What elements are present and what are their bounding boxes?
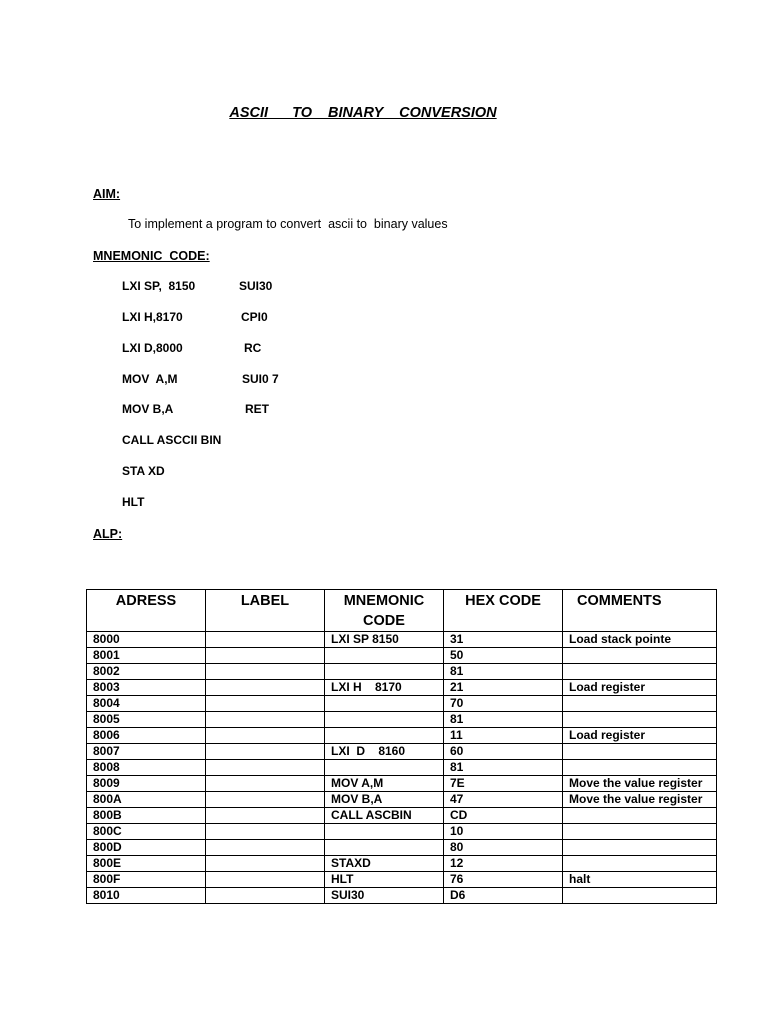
address-cell: 800F	[87, 872, 206, 888]
comment-cell: Load register	[563, 680, 717, 696]
mnemonic-cell: CALL ASCBIN	[325, 808, 444, 824]
comment-cell: halt	[563, 872, 717, 888]
hex-code-cell: 31	[444, 632, 563, 648]
table-row	[87, 808, 717, 824]
mnemonic-line: CALL ASCCII BIN	[122, 433, 222, 447]
mnemonic-cell	[325, 696, 444, 712]
table-row	[87, 872, 717, 888]
hex-code-cell: 60	[444, 744, 563, 760]
address-cell: 8004	[87, 696, 206, 712]
hex-code-cell: 21	[444, 680, 563, 696]
hex-code-cell: D6	[444, 888, 563, 904]
address-cell: 800E	[87, 856, 206, 872]
mnemonic-cell	[325, 712, 444, 728]
mnemonic-cell	[325, 648, 444, 664]
table-body	[87, 632, 717, 904]
comment-cell	[563, 888, 717, 904]
table-row	[87, 824, 717, 840]
address-cell: 800B	[87, 808, 206, 824]
hex-code-cell: 76	[444, 872, 563, 888]
table-row	[87, 696, 717, 712]
alp-table	[86, 589, 717, 904]
label-cell	[206, 776, 325, 792]
mnemonic-cell: MOV A,M	[325, 776, 444, 792]
label-cell	[206, 632, 325, 648]
label-cell	[206, 728, 325, 744]
table-row	[87, 840, 717, 856]
mnemonic-line: SUI30	[239, 279, 273, 293]
label-cell	[206, 872, 325, 888]
mnemonic-line: SUI0 7	[242, 372, 279, 386]
address-cell: 8007	[87, 744, 206, 760]
label-cell	[206, 760, 325, 776]
mnemonic-line: HLT	[122, 495, 145, 509]
mnemonic-cell	[325, 840, 444, 856]
comment-cell	[563, 648, 717, 664]
mnemonic-cell: LXI H 8170	[325, 680, 444, 696]
mnemonic-line: LXI SP, 8150	[122, 279, 196, 293]
mnemonic-cell	[325, 664, 444, 680]
label-cell	[206, 696, 325, 712]
page-title: ASCII TO BINARY CONVERSION	[229, 105, 497, 121]
comment-cell	[563, 696, 717, 712]
hex-code-cell: 80	[444, 840, 563, 856]
mnemonic-cell	[325, 760, 444, 776]
hex-code-cell: 11	[444, 728, 563, 744]
table-row	[87, 856, 717, 872]
aim-text: To implement a program to convert ascii to binary values	[128, 217, 448, 231]
address-cell: 8006	[87, 728, 206, 744]
column-header-comments: COMMENTS	[563, 590, 717, 632]
mnemonic-cell: LXI SP 8150	[325, 632, 444, 648]
address-cell: 800C	[87, 824, 206, 840]
comment-cell	[563, 664, 717, 680]
table-row	[87, 664, 717, 680]
label-cell	[206, 680, 325, 696]
mnemonic-line: STA XD	[122, 464, 165, 478]
table-row	[87, 760, 717, 776]
hex-code-cell: 47	[444, 792, 563, 808]
column-header-label: LABEL	[206, 590, 325, 632]
address-cell: 800A	[87, 792, 206, 808]
label-cell	[206, 648, 325, 664]
hex-code-cell: 70	[444, 696, 563, 712]
aim-heading: AIM:	[93, 187, 121, 201]
label-cell	[206, 824, 325, 840]
hex-code-cell: 50	[444, 648, 563, 664]
mnemonic-cell: MOV B,A	[325, 792, 444, 808]
hex-code-cell: 81	[444, 664, 563, 680]
address-cell: 800D	[87, 840, 206, 856]
label-cell	[206, 856, 325, 872]
label-cell	[206, 888, 325, 904]
label-cell	[206, 808, 325, 824]
table-row	[87, 792, 717, 808]
comment-cell	[563, 824, 717, 840]
table-row	[87, 728, 717, 744]
label-cell	[206, 744, 325, 760]
hex-code-cell: 12	[444, 856, 563, 872]
mnemonic-heading: MNEMONIC CODE:	[93, 249, 210, 263]
table-row	[87, 632, 717, 648]
address-cell: 8000	[87, 632, 206, 648]
comment-cell: Load stack pointe	[563, 632, 717, 648]
address-cell: 8008	[87, 760, 206, 776]
comment-cell: Move the value register	[563, 776, 717, 792]
mnemonic-cell	[325, 728, 444, 744]
hex-code-cell: 81	[444, 712, 563, 728]
comment-cell: Load register	[563, 728, 717, 744]
comment-cell	[563, 744, 717, 760]
table-row	[87, 744, 717, 760]
address-cell: 8003	[87, 680, 206, 696]
mnemonic-line: MOV B,A	[122, 402, 174, 416]
hex-code-cell: CD	[444, 808, 563, 824]
address-cell: 8005	[87, 712, 206, 728]
table-row	[87, 648, 717, 664]
column-header-mnemonic: MNEMONIC CODE	[325, 590, 444, 632]
comment-cell	[563, 712, 717, 728]
hex-code-cell: 10	[444, 824, 563, 840]
label-cell	[206, 664, 325, 680]
label-cell	[206, 840, 325, 856]
comment-cell	[563, 808, 717, 824]
mnemonic-cell: LXI D 8160	[325, 744, 444, 760]
address-cell: 8001	[87, 648, 206, 664]
mnemonic-cell: STAXD	[325, 856, 444, 872]
mnemonic-cell: HLT	[325, 872, 444, 888]
mnemonic-line: LXI D,8000	[122, 341, 183, 355]
label-cell	[206, 792, 325, 808]
mnemonic-line: RET	[245, 402, 269, 416]
comment-cell: Move the value register	[563, 792, 717, 808]
comment-cell	[563, 840, 717, 856]
mnemonic-line: RC	[244, 341, 262, 355]
table-row	[87, 776, 717, 792]
comment-cell	[563, 856, 717, 872]
address-cell: 8010	[87, 888, 206, 904]
label-cell	[206, 712, 325, 728]
hex-code-cell: 7E	[444, 776, 563, 792]
table-header-row	[87, 590, 717, 632]
column-header-hex-code: HEX CODE	[444, 590, 563, 632]
column-header-address: ADRESS	[87, 590, 206, 632]
table-row	[87, 712, 717, 728]
table-row	[87, 680, 717, 696]
comment-cell	[563, 760, 717, 776]
mnemonic-cell: SUI30	[325, 888, 444, 904]
mnemonic-line: LXI H,8170	[122, 310, 183, 324]
mnemonic-line: CPI0	[241, 310, 268, 324]
address-cell: 8002	[87, 664, 206, 680]
mnemonic-line: MOV A,M	[122, 372, 178, 386]
address-cell: 8009	[87, 776, 206, 792]
alp-heading: ALP:	[93, 527, 123, 541]
table-row	[87, 888, 717, 904]
hex-code-cell: 81	[444, 760, 563, 776]
mnemonic-cell	[325, 824, 444, 840]
